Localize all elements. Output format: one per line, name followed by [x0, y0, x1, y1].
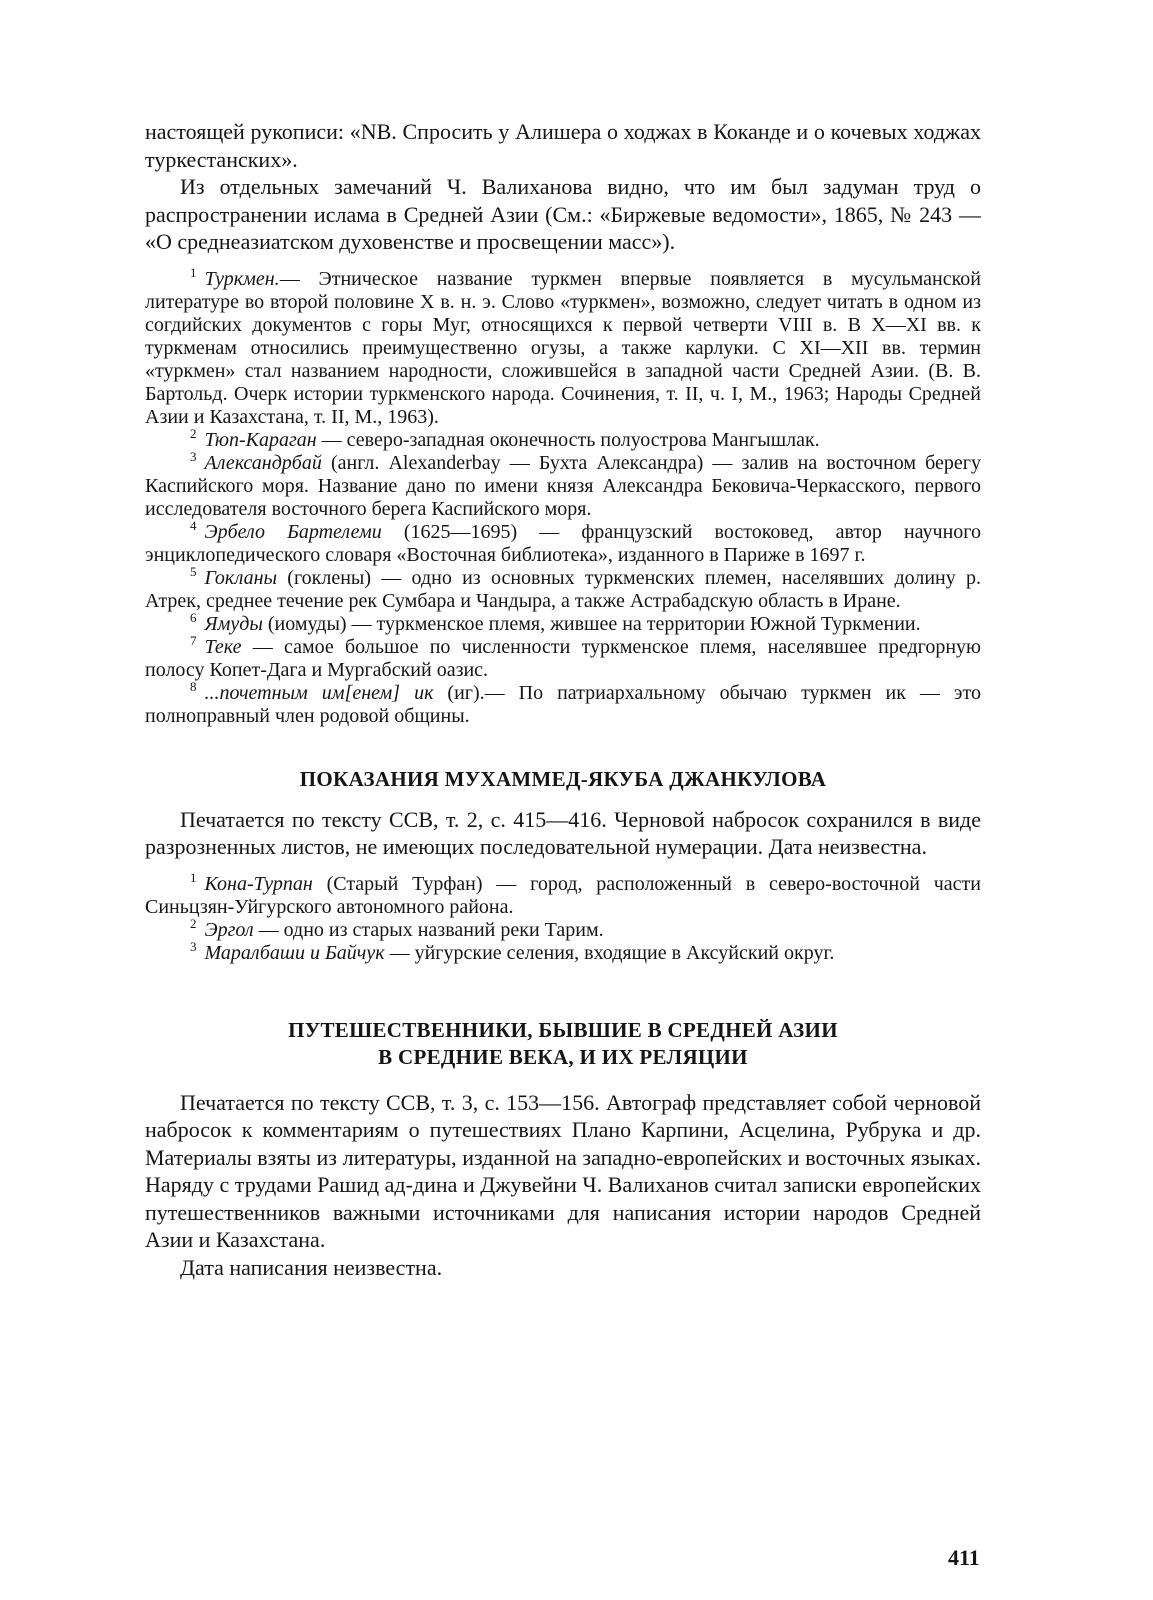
footnote: $^1$ Туркмен.— Этническое название туркмен впервые появляется в мусульманской литературе во второй половине X в. н. э. Слово «туркмен», возможно, следует читать в одном из согдийских документов с горы Муг, относящихся к первой четверти VIII в. В X—XI вв. к туркменам относились преимущественно огузы, а также карлуки. С XI—XII вв. термин «туркмен» стал названием народности, сложившейся в западной части Средней Азии. (В. В. Бартольд. Очерк истории туркменского народа. Сочинения, т. II, ч. I, М., 1963; Народы Средней Азии и Казахстана, т. II, М., 1963).	[145, 264, 982, 428]
section-note: Дата написания неизвестна.	[180, 1254, 443, 1280]
section-intro: Печатается по тексту ССВ, т. 2, с. 415—416. Черновой набросок сохранился в виде разрозненных листов, не имеющих последовательной нумерации. Дата неизвестна.	[145, 806, 981, 859]
page-content	[145, 118, 981, 1281]
intro-paragraph-2: Из отдельных замечаний Ч. Валиханова видно, что им был задуман труд о распространении ислама в Средней Азии (См.: «Биржевые ведомости», 1865, № 243 — «О среднеазиатском духовенстве и просвещении масс»).	[145, 174, 981, 254]
footnote: $^6$ Ямуды (иомуды) — туркменское племя, жившее на территории Южной Туркмении.	[190, 609, 921, 635]
section-heading	[145, 1017, 981, 1071]
section-heading: ПОКАЗАНИЯ МУХАММЕД-ЯКУБА ДЖАНКУЛОВА	[299, 766, 827, 791]
section-heading-line: В СРЕДНИЕ ВЕКА, И ИХ РЕЛЯЦИИ	[378, 1044, 748, 1069]
footnote: $^2$ Тюп-Караган — северо-западная оконечность полуострова Мангышлак.	[190, 425, 820, 451]
page-number: 411	[948, 1545, 980, 1570]
footnotes-section-1	[145, 264, 982, 728]
footnote: $^4$ Эрбело Бартелеми (1625—1695) — французский востоковед, автор научного энциклопедического словаря «Восточная библиотека», изданного в Париже в 1697 г.	[145, 517, 981, 566]
footnote: $^8$ ...почетным им[енем] ик (иг).— По патриархальному обычаю туркмен ик — это полноправный член родовой общины.	[145, 678, 981, 727]
footnote: $^2$ Эргол — одно из старых названий реки Тарим.	[190, 915, 604, 941]
intro-paragraph-1: настоящей рукописи: «NB. Спросить у Алишера о ходжах в Коканде и о кочевых ходжах туркестанских».	[145, 119, 981, 172]
footnote: $^1$ Кона-Турпан (Старый Турфан) — город, расположенный в северо-восточной части Синьцзян-Уйгурского автономного района.	[145, 869, 981, 918]
footnote: $^5$ Гокланы (гоклены) — одно из основных туркменских племен, населявших долину р. Атрек, среднее течение рек Сумбара и Чандыра, а также Астрабадскую область в Иране.	[145, 563, 981, 612]
section-intro: Печатается по тексту ССВ, т. 3, с. 153—156. Автограф представляет собой черновой набросок к комментариям о путешествиях Плано Карпини, Асцелина, Рубрука и др. Материалы взяты из литературы, изданной на западно-европейских и восточных языках. Наряду с трудами Рашид ад-дина и Джувейни Ч. Валиханов считал записки европейских путешественников важными источниками для написания истории народов Средней Азии и Казахстана.	[145, 1089, 981, 1252]
footnote: $^7$ Теке — самое большое по численности туркменское племя, населявшее предгорную полосу Копет-Дага и Мургабский оазис.	[145, 632, 981, 681]
section-heading-line: ПУТЕШЕСТВЕННИКИ, БЫВШИЕ В СРЕДНЕЙ АЗИИ	[288, 1017, 838, 1042]
footnotes-section-2	[145, 869, 981, 965]
footnote: $^3$ Александрбай (англ. Alexanderbay — Бухта Александра) — залив на восточном берегу Каспийского моря. Название дано по имени князя Александра Бековича-Черкасского, первого исследователя восточного берега Каспийского моря.	[145, 448, 981, 520]
footnote: $^3$ Маралбаши и Байчук — уйгурские селения, входящие в Аксуйский округ.	[190, 938, 835, 964]
